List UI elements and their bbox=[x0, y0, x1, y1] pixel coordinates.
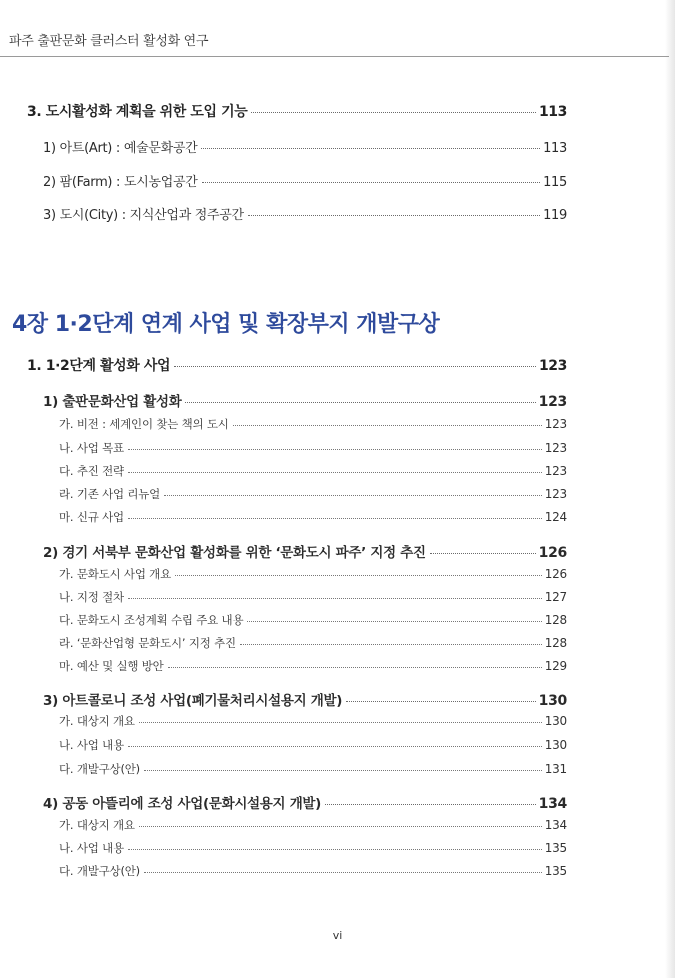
toc-entry-title: 다. 개발구상(안) bbox=[59, 762, 140, 776]
toc-entry-page: 123 bbox=[538, 394, 567, 410]
toc-entry-page: 134 bbox=[538, 796, 567, 812]
toc-entry-page: 113 bbox=[543, 141, 567, 156]
toc-entry[interactable] bbox=[27, 355, 567, 375]
toc-entry-page: 130 bbox=[544, 738, 567, 752]
toc-entry[interactable] bbox=[59, 635, 567, 651]
toc-entry-title: 나. 사업 내용 bbox=[59, 841, 124, 855]
toc-entry-page: 126 bbox=[544, 567, 567, 581]
dot-leader bbox=[175, 575, 542, 576]
toc-entry[interactable] bbox=[59, 817, 567, 833]
header-divider bbox=[0, 56, 669, 57]
toc-entry[interactable] bbox=[43, 171, 567, 190]
toc-entry-title: 2) 경기 서북부 문화산업 활성화를 위한 ‘문화도시 파주’ 지정 추진 bbox=[43, 545, 426, 561]
toc-entry-title: 1) 아트(Art) : 예술문화공간 bbox=[43, 141, 198, 156]
dot-leader bbox=[128, 849, 542, 850]
toc-entry-page: 128 bbox=[544, 613, 567, 627]
page-number: vi bbox=[332, 929, 343, 942]
toc-entry[interactable] bbox=[43, 689, 567, 709]
toc-entry-title: 4) 공동 아뜰리에 조성 사업(문화시설용지 개발) bbox=[43, 796, 322, 812]
dot-leader bbox=[128, 472, 542, 473]
toc-entry[interactable] bbox=[59, 589, 567, 605]
dot-leader bbox=[168, 667, 542, 668]
toc-entry[interactable] bbox=[59, 863, 567, 879]
toc-entry-title: 라. ‘문화산업형 문화도시’ 지정 추진 bbox=[59, 636, 236, 650]
page-edge-shadow bbox=[665, 0, 675, 978]
toc-entry-title: 3. 도시활성화 계획을 위한 도입 기능 bbox=[27, 104, 248, 120]
running-header: 파주 출판문화 클러스터 활성화 연구 bbox=[9, 34, 209, 49]
toc-entry-page: 113 bbox=[538, 104, 567, 120]
toc-entry-page: 124 bbox=[544, 510, 567, 524]
toc-entry-title: 가. 대상지 개요 bbox=[59, 818, 135, 832]
toc-entry-page: 123 bbox=[544, 464, 567, 478]
dot-leader bbox=[240, 644, 542, 645]
toc-entry-title: 나. 지정 절차 bbox=[59, 590, 124, 604]
toc-entry[interactable] bbox=[43, 390, 567, 410]
dot-leader bbox=[185, 402, 535, 403]
toc-entry-page: 135 bbox=[544, 841, 567, 855]
toc-entry[interactable] bbox=[59, 658, 567, 674]
toc-entry-page: 130 bbox=[538, 693, 567, 709]
toc-entry-page: 131 bbox=[544, 762, 567, 776]
dot-leader bbox=[164, 495, 542, 496]
dot-leader bbox=[251, 112, 536, 113]
dot-leader bbox=[248, 215, 540, 216]
dot-leader bbox=[325, 804, 536, 805]
toc-entry-title: 가. 문화도시 사업 개요 bbox=[59, 567, 172, 581]
toc-entry-page: 127 bbox=[544, 590, 567, 604]
toc-entry-title: 다. 개발구상(안) bbox=[59, 864, 140, 878]
toc-entry[interactable] bbox=[59, 440, 567, 456]
toc-entry[interactable] bbox=[59, 840, 567, 856]
toc-entry-page: 130 bbox=[544, 714, 567, 728]
toc-entry-page: 123 bbox=[544, 487, 567, 501]
toc-entry-page: 126 bbox=[538, 545, 567, 561]
toc-entry-title: 다. 추진 전략 bbox=[59, 464, 124, 478]
toc-entry[interactable] bbox=[59, 566, 567, 582]
dot-leader bbox=[174, 366, 536, 367]
toc-entry-page: 134 bbox=[544, 818, 567, 832]
toc-entry-title: 가. 비전 : 세계인이 찾는 책의 도시 bbox=[59, 417, 229, 431]
toc-entry-page: 123 bbox=[538, 358, 567, 374]
toc-entry[interactable] bbox=[59, 416, 567, 432]
toc-entry-page: 128 bbox=[544, 636, 567, 650]
dot-leader bbox=[128, 598, 542, 599]
toc-entry[interactable] bbox=[43, 541, 567, 561]
dot-leader bbox=[128, 449, 542, 450]
toc-entry[interactable] bbox=[43, 204, 567, 223]
toc-entry-title: 라. 기존 사업 리뉴얼 bbox=[59, 487, 161, 501]
toc-entry[interactable] bbox=[27, 101, 567, 121]
toc-entry-title: 나. 사업 목표 bbox=[59, 441, 124, 455]
toc-entry[interactable] bbox=[59, 737, 567, 753]
chapter-title: 4장 1·2단계 연계 사업 및 확장부지 개발구상 bbox=[12, 312, 440, 337]
toc-entry[interactable] bbox=[59, 486, 567, 502]
toc-entry[interactable] bbox=[43, 137, 567, 156]
dot-leader bbox=[346, 701, 536, 702]
toc-entry[interactable] bbox=[59, 509, 567, 525]
dot-leader bbox=[128, 518, 542, 519]
dot-leader bbox=[144, 770, 542, 771]
toc-entry-title: 마. 예산 및 실행 방안 bbox=[59, 659, 164, 673]
toc-entry-page: 123 bbox=[544, 441, 567, 455]
toc-entry-title: 3) 아트콜로니 조성 사업(폐기물처리시설용지 개발) bbox=[43, 693, 343, 709]
dot-leader bbox=[139, 826, 542, 827]
toc-entry-title: 나. 사업 내용 bbox=[59, 738, 124, 752]
dot-leader bbox=[128, 746, 542, 747]
toc-entry-title: 1) 출판문화산업 활성화 bbox=[43, 394, 182, 410]
toc-entry-page: 129 bbox=[544, 659, 567, 673]
toc-entry-page: 135 bbox=[544, 864, 567, 878]
toc-entry-title: 다. 문화도시 조성계획 수립 주요 내용 bbox=[59, 613, 244, 627]
toc-entry[interactable] bbox=[59, 463, 567, 479]
toc-entry-title: 1. 1·2단계 활성화 사업 bbox=[27, 358, 171, 374]
toc-entry-page: 119 bbox=[543, 208, 567, 223]
toc-entry[interactable] bbox=[43, 792, 567, 812]
toc-entry-page: 115 bbox=[543, 175, 567, 190]
dot-leader bbox=[144, 872, 542, 873]
dot-leader bbox=[201, 148, 540, 149]
dot-leader bbox=[139, 722, 542, 723]
dot-leader bbox=[233, 425, 542, 426]
toc-entry[interactable] bbox=[59, 612, 567, 628]
toc-entry-title: 3) 도시(City) : 지식산업과 정주공간 bbox=[43, 208, 244, 223]
toc-entry-title: 2) 팜(Farm) : 도시농업공간 bbox=[43, 175, 198, 190]
dot-leader bbox=[430, 553, 536, 554]
dot-leader bbox=[202, 182, 541, 183]
toc-entry[interactable] bbox=[59, 713, 567, 729]
toc-entry-page: 123 bbox=[544, 417, 567, 431]
toc-entry-title: 가. 대상지 개요 bbox=[59, 714, 135, 728]
dot-leader bbox=[247, 621, 541, 622]
toc-entry[interactable] bbox=[59, 761, 567, 777]
toc-entry-title: 마. 신규 사업 bbox=[59, 510, 124, 524]
